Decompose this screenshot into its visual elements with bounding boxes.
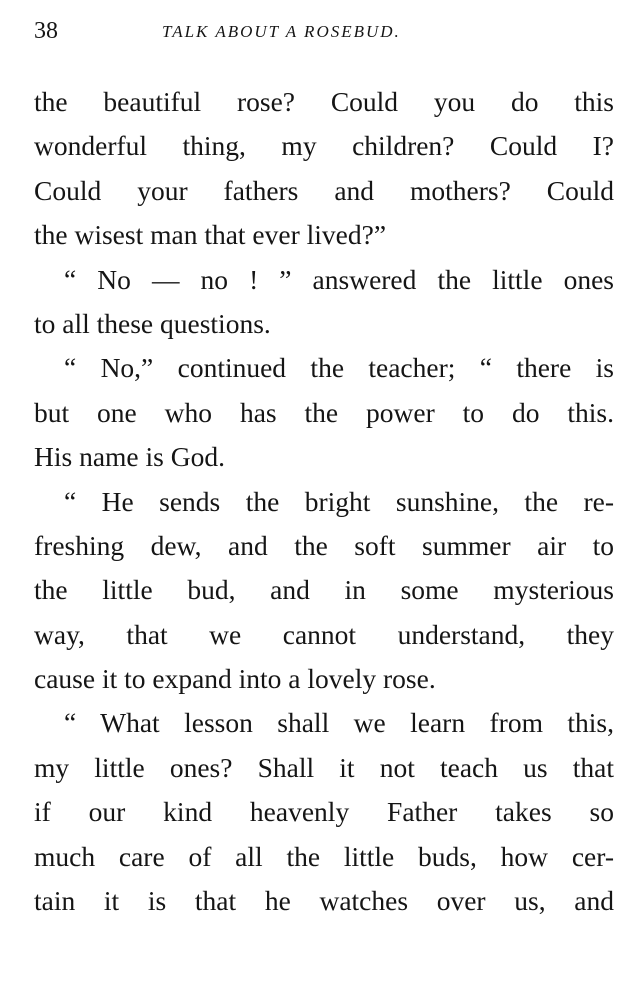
text-line: way, that we cannot understand, they <box>34 618 614 650</box>
text-line: His name is God. <box>34 441 225 473</box>
page-header <box>34 14 614 50</box>
page-number: 38 <box>34 18 58 44</box>
text-line: the wisest man that ever lived?” <box>34 219 387 251</box>
text-line: if our kind heavenly Father takes so <box>34 796 614 828</box>
text-line: to all these questions. <box>34 307 271 339</box>
text-line: wonderful thing, my children? Could I? <box>34 130 614 162</box>
text-line: my little ones? Shall it not teach us that <box>34 751 614 783</box>
text-line: Could your fathers and mothers? Could <box>34 174 614 206</box>
text-line: the little bud, and in some mysterious <box>34 574 614 606</box>
text-line: the beautiful rose? Could you do this <box>34 86 614 117</box>
text-line: tain it is that he watches over us, and <box>34 885 614 917</box>
body-text <box>34 80 614 923</box>
text-line: cause it to expand into a lovely rose. <box>34 663 436 695</box>
text-line: but one who has the power to do this. <box>34 396 614 428</box>
text-line: “ No,” continued the teacher; “ there is <box>64 352 614 384</box>
text-line: “ He sends the bright sunshine, the re- <box>64 485 614 517</box>
text-line: “ What lesson shall we learn from this, <box>64 707 614 739</box>
running-head: TALK ABOUT A ROSEBUD. <box>162 22 401 41</box>
text-line: much care of all the little buds, how cer- <box>34 840 614 872</box>
text-line: “ No — no ! ” answered the little ones <box>64 263 614 295</box>
text-line: freshing dew, and the soft summer air to <box>34 529 614 561</box>
